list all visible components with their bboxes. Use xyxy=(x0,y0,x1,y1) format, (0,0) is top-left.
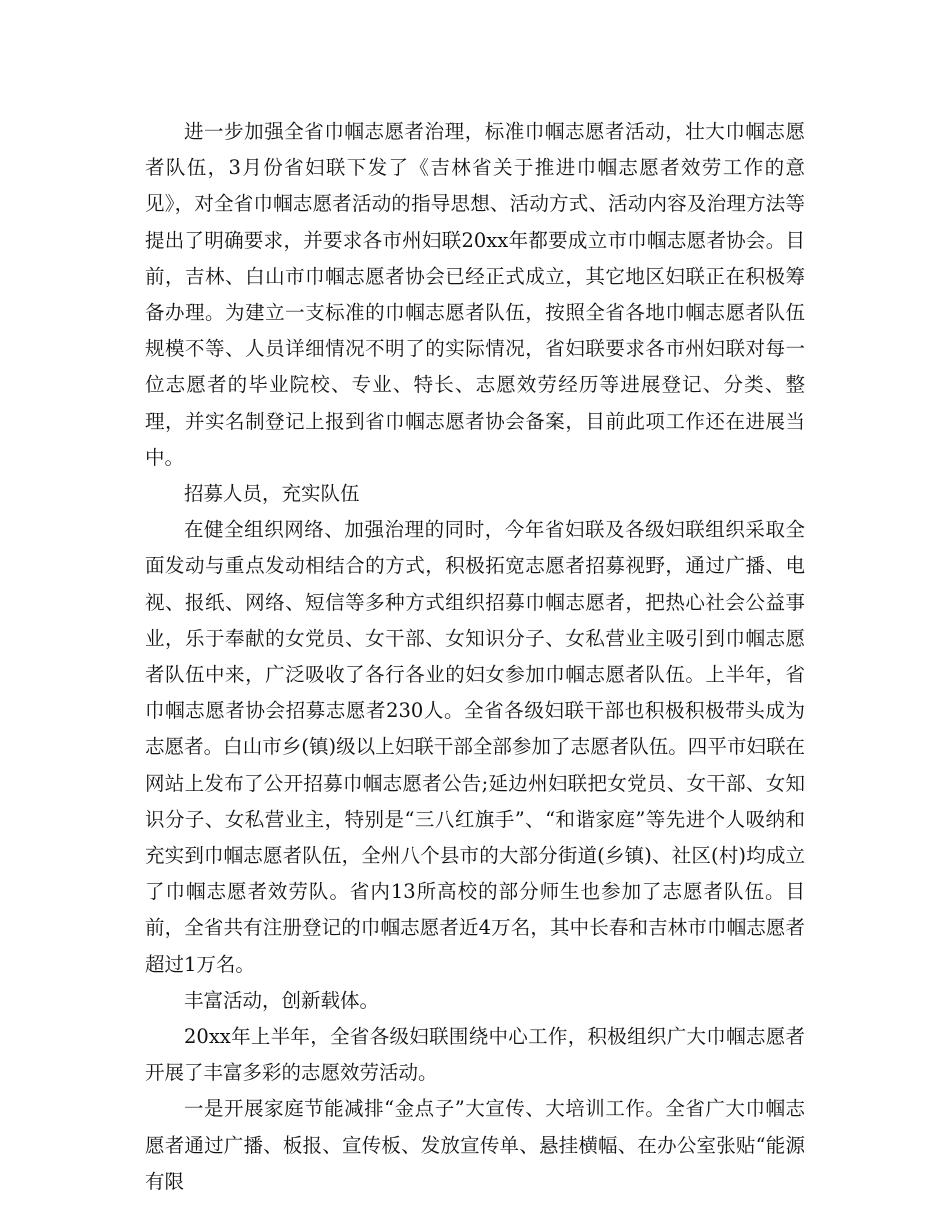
heading-recruit-volunteers: 招募人员，充实队伍 xyxy=(184,482,360,506)
paragraph-first-half-year: 20xx年上半年，全省各级妇联围绕中心工作，积极组织广大巾帼志愿者开展了丰富多彩的志愿效劳活动。 xyxy=(145,1025,805,1085)
document-body xyxy=(145,114,805,1200)
paragraph-energy-saving: 一是开展家庭节能减排“金点子”大宣传、大培训工作。全省广大巾帼志愿者通过广播、板报、宣传板、发放宣传单、悬挂横幅、在办公室张贴“能源有限 xyxy=(145,1097,805,1193)
heading-enrich-activities: 丰富活动，创新载体。 xyxy=(184,988,380,1012)
paragraph-organization-management: 进一步加强全省巾帼志愿者治理，标准巾帼志愿者活动，壮大巾帼志愿者队伍，3月份省妇联下发了《吉林省关于推进巾帼志愿者效劳工作的意见》，对全省巾帼志愿者活动的指导思想、活动方式、活动内容及治理方法等提出了明确要求，并要求各市州妇联20xx年都要成立市巾帼志愿者协会。目前，吉林、白山市巾帼志愿者协会已经正式成立，其它地区妇联正在积极筹备办理。为建立一支标准的巾帼志愿者队伍，按照全省各地巾帼志愿者队伍规模不等、人员详细情况不明了的实际情况，省妇联要求各市州妇联对每一位志愿者的毕业院校、专业、特长、志愿效劳经历等进展登记、分类、整理，并实名制登记上报到省巾帼志愿者协会备案，目前此项工作还在进展当中。 xyxy=(145,120,805,469)
paragraph-recruitment: 在健全组织网络、加强治理的同时，今年省妇联及各级妇联组织采取全面发动与重点发动相结合的方式，积极拓宽志愿者招募视野，通过广播、电视、报纸、网络、短信等多种方式组织招募巾帼志愿者，把热心社会公益事业，乐于奉献的女党员、女干部、女知识分子、女私营业主吸引到巾帼志愿者队伍中来，广泛吸收了各行各业的妇女参加巾帼志愿者队伍。上半年，省巾帼志愿者协会招募志愿者230人。全省各级妇联干部也积极积极带头成为志愿者。白山市乡(镇)级以上妇联干部全部参加了志愿者队伍。四平市妇联在网站上发布了公开招募巾帼志愿者公告;延边州妇联把女党员、女干部、女知识分子、女私营业主，特别是“三八红旗手”、“和谐家庭”等先进个人吸纳和充实到巾帼志愿者队伍，全州八个县市的大部分街道(乡镇)、社区(村)均成立了巾帼志愿者效劳队。省内13所高校的部分师生也参加了志愿者队伍。目前，全省共有注册登记的巾帼志愿者近4万名，其中长春和吉林市巾帼志愿者超过1万名。 xyxy=(145,518,805,976)
